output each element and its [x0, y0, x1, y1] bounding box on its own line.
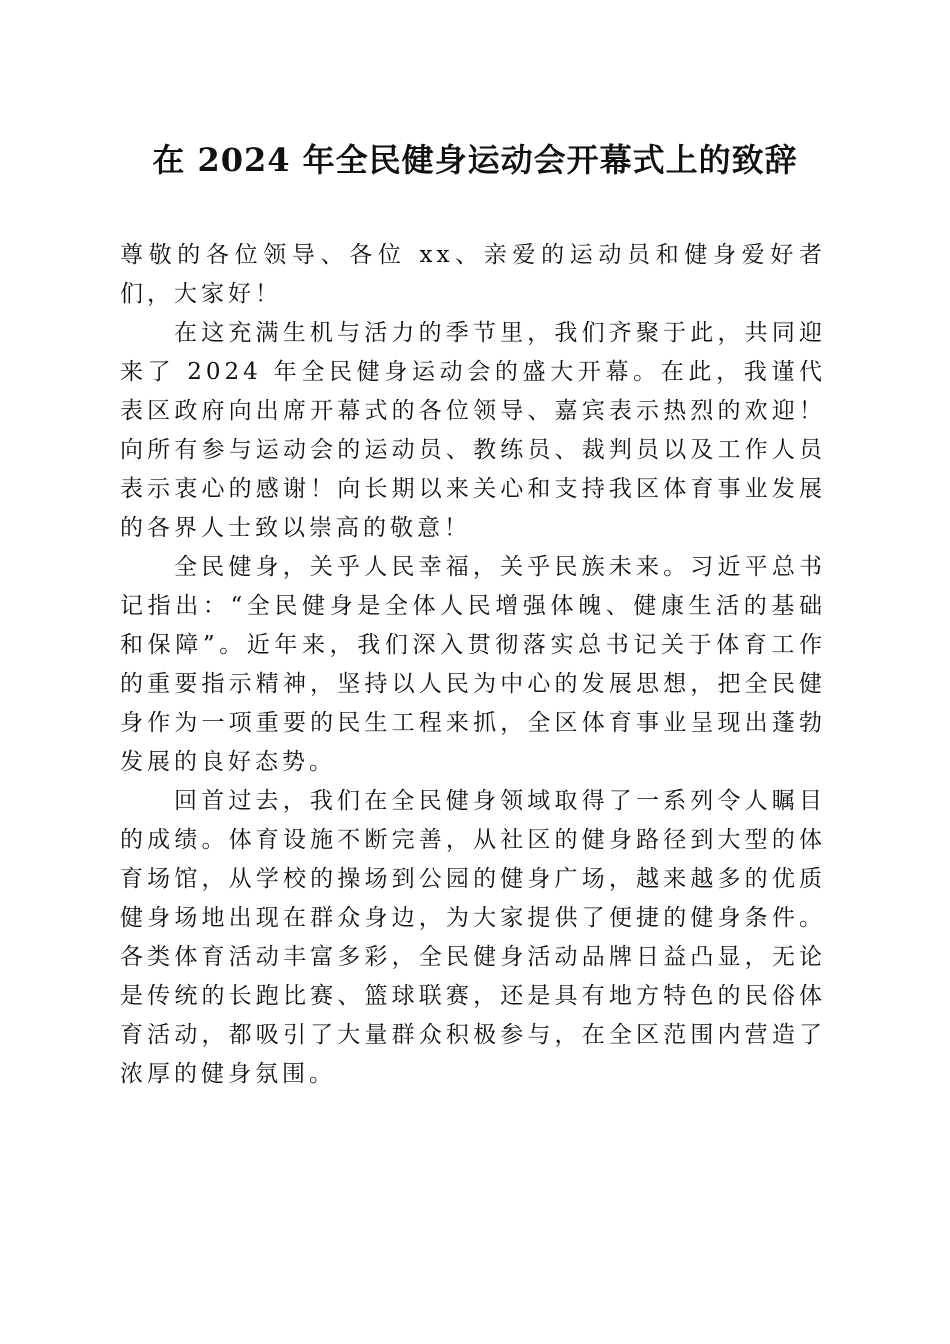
document-body	[120, 236, 826, 1094]
document-title: 在 2024 年全民健身运动会开幕式上的致辞	[152, 141, 798, 179]
paragraph: 在这充满生机与活力的季节里，我们齐聚于此，共同迎来了 2024 年全民健身运动会的盛大开幕。在此，我谨代表区政府向出席开幕式的各位领导、嘉宾表示热烈的欢迎！向所有参与运动会的运动员、教练员、裁判员以及工作人员表示衷心的感谢！向长期以来关心和支持我区体育事业发展的各界人士致以崇高的敬意！	[120, 320, 826, 541]
salutation: 尊敬的各位领导、各位 xx、亲爱的运动员和健身爱好者们，大家好！	[120, 242, 826, 307]
paragraph: 全民健身，关乎人民幸福，关乎民族未来。习近平总书记指出：“全民健身是全体人民增强体魄、健康生活的基础和保障”。近年来，我们深入贯彻落实总书记关于体育工作的重要指示精神，坚持以人民为中心的发展思想，把全民健身作为一项重要的民生工程来抓，全区体育事业呈现出蓬勃发展的良好态势。	[120, 554, 826, 775]
paragraph: 回首过去，我们在全民健身领域取得了一系列令人瞩目的成绩。体育设施不断完善，从社区的健身路径到大型的体育场馆，从学校的操场到公园的健身广场，越来越多的优质健身场地出现在群众身边，为大家提供了便捷的健身条件。各类体育活动丰富多彩，全民健身活动品牌日益凸显，无论是传统的长跑比赛、篮球联赛，还是具有地方特色的民俗体育活动，都吸引了大量群众积极参与，在全区范围内营造了浓厚的健身氛围。	[120, 788, 826, 1087]
